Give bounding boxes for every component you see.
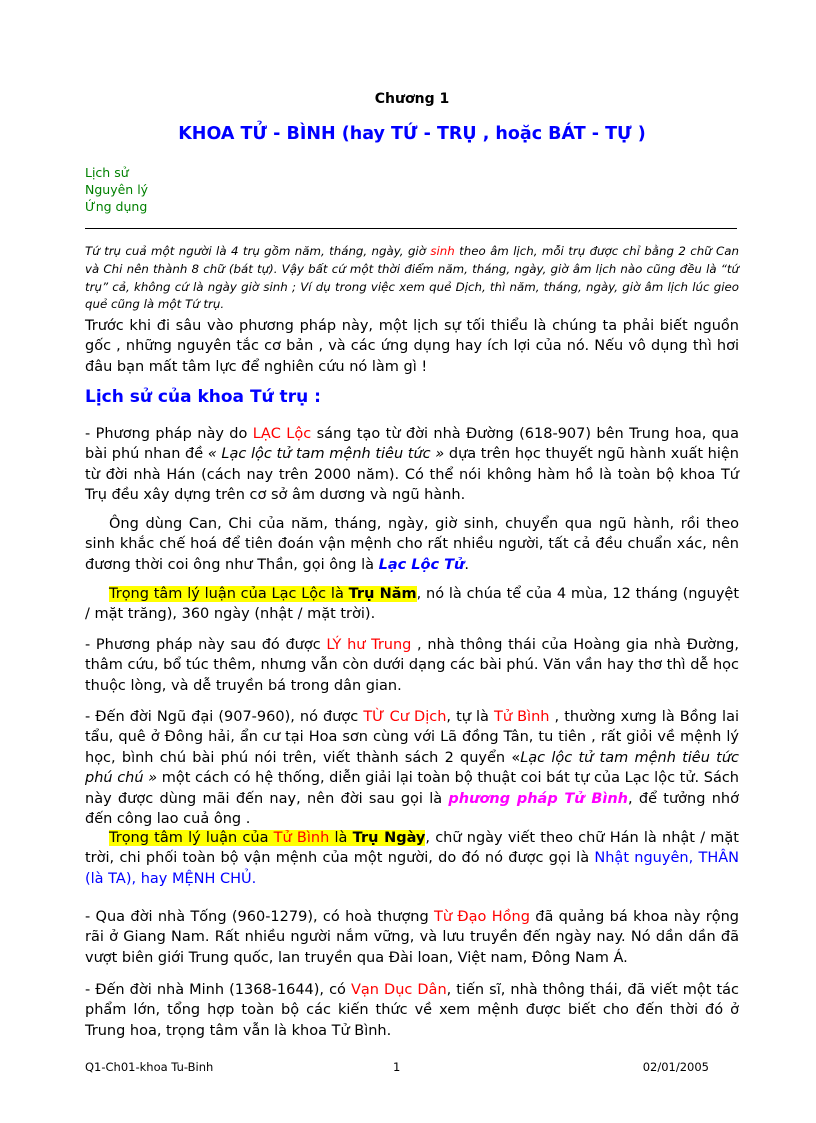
table-of-contents (85, 164, 148, 215)
paragraph-tong-dynasty (85, 907, 739, 968)
p1-text-a: - Phương pháp này do (85, 426, 253, 442)
p5-text-a: - Đến đời Ngũ đại (907-960), nó được (85, 709, 364, 725)
paragraph-minh-dynasty (85, 980, 739, 1041)
p5-method-name: phương pháp Tử Bình (448, 790, 629, 807)
p3-tru-nam: Trụ Năm (348, 586, 417, 602)
p6-highlight-a: Trọng tâm lý luận của (109, 830, 274, 846)
intro-text-3: theo âm lịch, mỗi trụ được chỉ bằng 2 chữ Can và Chi nên thành 8 chữ (bát tự). Vậy bất cứ một thời điểm năm, tháng, ngày, giờ âm lịch nào cũng đều là “tứ trụ” cả, không cứ là ngày giờ sinh ; Ví dụ trong việc xem quẻ Dịch, thì năm, tháng, ngày, giờ âm lịch lúc gieo quẻ cũng là một Tứ trụ. (85, 244, 739, 312)
toc-item-history[interactable]: Lịch sử (85, 165, 129, 180)
footer-date: 02/01/2005 (642, 1060, 709, 1074)
toc-item-principles[interactable]: Nguyên lý (85, 182, 149, 197)
p7-text-a: - Qua đời nhà Tống (960-1279), có hoà thượng (85, 909, 435, 925)
chapter-title: KHOA TỬ - BÌNH (hay TỨ - TRỤ , hoặc BÁT - TỰ ) (178, 124, 646, 144)
p5-text-i: , để tưởng nhớ đến công lao cuả ông . (85, 790, 739, 828)
p2-text-a: Ông dùng Can, Chi của năm, tháng, ngày, giờ sinh, chuyển qua ngũ hành, rồi theo sinh khắc chế hoá để tiên đoán vận mệnh cho rất nhiều người, tất cả đều chuẩn xác, nên đương thời coi ông như Thần, gọi ông là (85, 516, 739, 573)
paragraph-tu-binh (85, 707, 739, 829)
toc-item-applications[interactable]: Ứng dụng (85, 199, 148, 214)
p4-text-c: , nhà thông thái của Hoàng gia nhà Đường, thâm cứu, bổ túc thêm, nhưng vẫn còn dưới dạng các bài phú. Văn vần hay thơ thì dễ học thuộc lòng, và dễ truyền bá trong dân gian. (85, 637, 739, 694)
p5-book-title: Lạc lộc tử tam mệnh tiêu tức phú chú » (85, 749, 739, 787)
p3-text-c: , nó là chúa tể của 4 mùa, 12 tháng (nguyệt / mặt trăng), 360 ngày (nhật / mặt trời). (85, 586, 740, 623)
p1-book-title: « Lạc lộc tử tam mệnh tiêu tức » (207, 446, 445, 463)
p6-name-tu-binh: Tử Bình (273, 830, 330, 846)
p5-name-tu-binh: Tử Bình (494, 709, 550, 725)
p5-text-g: một cách có hệ thống, diễn giải lại toàn bộ thuật coi bát tự của Lạc lộc tử. Sách này được dùng mãi đến nay, nên đời sau gọi là (85, 770, 739, 807)
p2-name-lac-loc-tu: Lạc Lộc Tử (378, 556, 465, 573)
paragraph-lac-loc-tu (85, 514, 739, 575)
p1-text-c: sáng tạo từ đời nhà Đường (618-907) bên Trung hoa, qua bài phú nhan đề (85, 426, 740, 463)
p6-tru-ngay: Trụ Ngày (352, 830, 426, 846)
intro-paragraph: Trước khi đi sâu vào phương pháp này, một lịch sự tối thiểu là chúng ta phải biết nguồn gốc , những nguyên tắc cơ bản , và các ứng dụng hay ích lợi của nó. Nếu vô dụng thì hơi đâu bạn mất tâm lực để nghiên cứu nó làm gì ! (85, 318, 739, 375)
p4-text-a: - Phương pháp này sau đó được (85, 637, 327, 653)
p8-name-van-duc-dan: Vạn Dục Dân (350, 982, 447, 998)
p5-name-tu-cu-dich: TỪ Cư Dịch (363, 709, 447, 725)
intro-text-1: Tứ trụ cuả một người là 4 trụ gồm năm, tháng, ngày, giờ (85, 244, 431, 258)
intro-note (85, 243, 739, 314)
p1-name-lac-loc: LẠC Lộc (252, 426, 312, 442)
horizontal-divider (85, 228, 737, 229)
section-heading: Lịch sử của khoa Tứ trụ : (85, 387, 321, 407)
p6-nhat-nguyen: Nhật nguyên, THÂN (là TA), hay MỆNH CHỦ. (85, 850, 739, 887)
paragraph-tru-nam (85, 584, 739, 625)
p6-text-e: , chữ ngày viết theo chữ Hán là nhật / mặt trời, chi phối toàn bộ vận mệnh của một người, do đó nó được gọi là (85, 830, 739, 867)
p7-text-c: đã quảng bá khoa này rộng rãi ở Giang Nam. Rất nhiều người nắm vững, và lưu truyền đến ngày nay. Nó dần dần đã vượt biên giới Trung quốc, lan truyền qua Đài loan, Việt nam, Đông Nam Á. (85, 909, 739, 966)
footer-filename: Q1-Ch01-khoa Tu-Binh (85, 1060, 214, 1074)
p1-text-e: dựa trên học thuyết ngũ hành xuất hiện từ đời nhà Hán (cách nay trên 2000 năm). Có thể nói không hàm hồ là toàn bộ khoa Tứ Trụ đều xây dựng trên cơ sở âm dương và ngũ hành. (85, 446, 739, 504)
p8-text-c: , tiến sĩ, nhà thông thái, đã viết một tác phẩm lớn, tổng hợp toàn bộ các kiến thức về xem mệnh được biết cho đến thời đó ở Trung hoa, trọng tâm vẫn là khoa Tử Bình. (85, 982, 739, 1039)
p3-highlight-a: Trọng tâm lý luận của Lạc Lộc là (109, 586, 349, 602)
chapter-label: Chương 1 (374, 91, 450, 107)
paragraph-ly-hu-trung (85, 635, 739, 696)
p4-name-ly-hu-trung: LÝ hư Trung (326, 637, 412, 653)
paragraph-tru-ngay (85, 828, 739, 889)
p6-highlight-c: là (329, 830, 353, 846)
p2-text-c: . (464, 556, 469, 573)
intro-highlight-sinh: sinh (430, 244, 455, 258)
paragraph-lac-loc (85, 424, 739, 506)
p5-text-e: , thường xưng là Bồng lai tẩu, quê ở Đông hải, ẩn cư tại Hoa sơn cùng với Lã đồng Tân, tu tiên , rất giỏi về mệnh lý học, bình chú bài phú nói trên, viết thành sách 2 quyển « (85, 709, 739, 766)
p7-name-tu-dao-hong: Từ Đạo Hồng (434, 909, 530, 925)
footer-page-number: 1 (393, 1060, 401, 1074)
p5-text-c: , tự là (446, 709, 494, 725)
p8-text-a: - Đến đời nhà Minh (1368-1644), có (85, 982, 351, 998)
